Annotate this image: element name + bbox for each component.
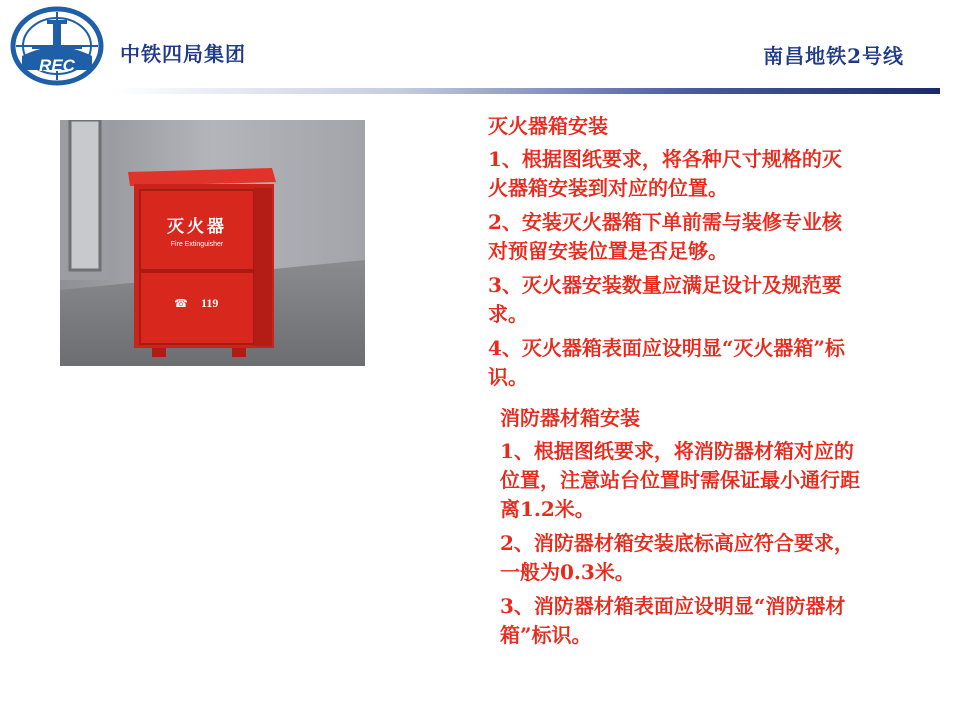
- box-label-cn: 灭火器: [167, 217, 227, 237]
- list-item: 1、根据图纸要求，将各种尺寸规格的灭火器箱安装到对应的位置。: [488, 147, 842, 200]
- phone-icon: ☎: [174, 297, 188, 310]
- header-divider: [112, 88, 940, 94]
- list-item: 1、根据图纸要求，将消防器材箱对应的位置，注意站台位置时需保证最小通行距离1.2米。: [500, 439, 860, 521]
- list-item: 2、消防器材箱安装底标高应符合要求，一般为0.3米。: [500, 531, 854, 584]
- project-name: 南昌地铁2号线: [763, 44, 904, 68]
- list-item: 4、灭火器箱表面应设明显“灭火器箱”标识。: [488, 336, 845, 389]
- company-logo: [10, 6, 104, 86]
- box-phone-number: 119: [201, 296, 219, 310]
- list-item: 2、安装灭火器箱下单前需与装修专业核对预留安装位置是否足够。: [488, 210, 842, 263]
- company-name: 中铁四局集团: [120, 42, 246, 66]
- logo-text: REC: [39, 56, 75, 75]
- list-item: 3、灭火器安装数量应满足设计及规范要求。: [488, 273, 842, 326]
- box-label-en: Fire Extinguisher: [170, 241, 224, 248]
- list-item: 3、消防器材箱表面应设明显“消防器材箱”标识。: [500, 594, 846, 647]
- fire-extinguisher-box-photo: [60, 120, 365, 366]
- section-extinguisher-box: [488, 110, 856, 397]
- section-title: 灭火器箱安装: [488, 114, 608, 138]
- section-fire-equipment-box: [500, 402, 872, 655]
- section-title: 消防器材箱安装: [500, 406, 640, 430]
